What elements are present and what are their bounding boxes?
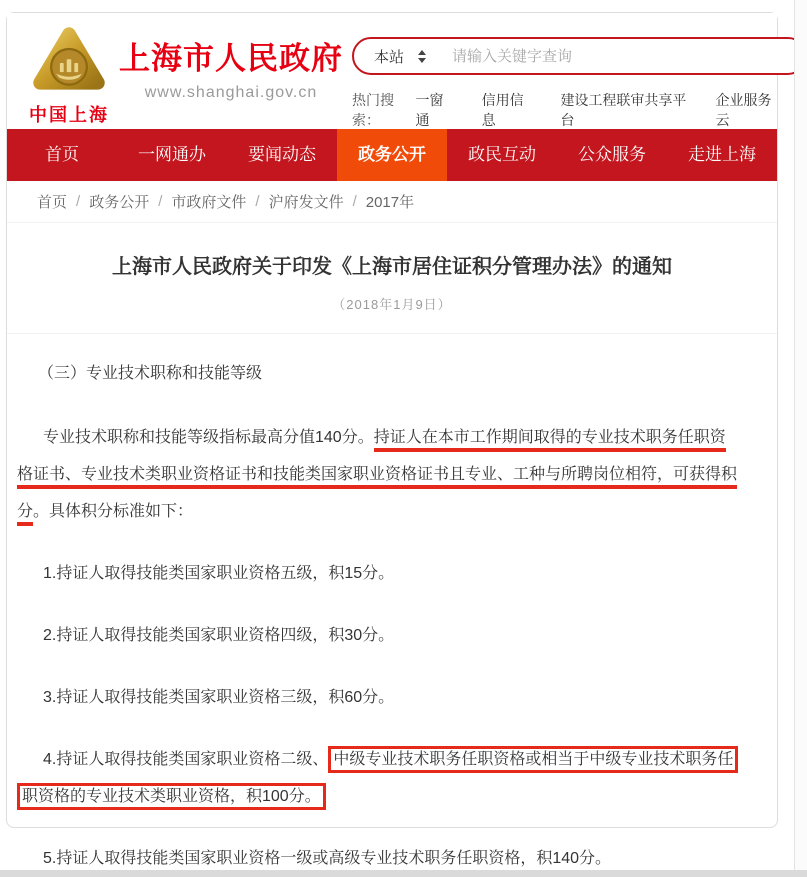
hot-search-link[interactable]: 企业服务云 [715, 92, 772, 128]
nav-item-gov-affairs[interactable]: 政务公开 [337, 129, 447, 181]
hot-search-row [352, 90, 807, 130]
search-bar [352, 37, 807, 75]
main-nav [7, 129, 777, 181]
nav-item-about-shanghai[interactable]: 走进上海 [688, 145, 756, 164]
site-page [6, 12, 778, 867]
article [7, 223, 777, 877]
rule-item-5: 5.持证人取得技能类国家职业资格一级或高级专业技术职务任职资格，积140分。 [43, 850, 612, 867]
breadcrumb-hufufa-documents[interactable]: 沪府发文件 [268, 194, 344, 211]
breadcrumb-year-2017[interactable]: 2017年 [365, 194, 415, 211]
document-title: 上海市人民政府关于印发《上海市居住证积分管理办法》的通知 [112, 256, 672, 278]
hot-search-link[interactable]: 建设工程联审共享平台 [560, 92, 687, 128]
hot-search-label: 热门搜索： [352, 92, 394, 128]
nav-item-home[interactable]: 首页 [45, 145, 79, 164]
search-scope-value: 本站 [374, 48, 405, 66]
scrollbar-track[interactable] [794, 0, 807, 870]
rule-item-4-lead: 4.持证人取得技能类国家职业资格二级、 [43, 751, 329, 768]
nav-item-one-stop[interactable]: 一网通办 [138, 145, 206, 164]
breadcrumb-separator: / [352, 193, 357, 210]
shanghai-emblem-icon [31, 25, 107, 95]
paragraph-tail-text: 。具体积分标准如下： [33, 503, 194, 520]
breadcrumb-city-documents[interactable]: 市政府文件 [171, 194, 247, 211]
article-title-section [7, 223, 777, 334]
document-date: （2018年1月9日） [332, 297, 452, 312]
site-logo[interactable] [21, 25, 117, 127]
breadcrumb-separator: / [76, 193, 81, 210]
site-title-block [111, 33, 351, 102]
rule-item-4 [17, 741, 737, 815]
hot-search-link[interactable]: 一窗通 [415, 92, 444, 128]
site-name: 上海市人民政府 [119, 41, 343, 76]
red-underline-annotation: 持证人在本市工作期间取得的专业技术职务任职资格证书、专业技术类职业资格证书和技能类国家职业资格证书且专业、工种与所聘岗位相符，可获得积分 [17, 429, 737, 526]
breadcrumb-home[interactable]: 首页 [37, 194, 68, 211]
spinner-arrows-icon [418, 50, 426, 63]
red-box-annotation: 中级专业技术职务任职资格或相当于中级专业技术职务任职资格的专业技术类职业资格，积100分。 [17, 746, 738, 810]
rule-item-2: 2.持证人取得技能类国家职业资格四级，积30分。 [43, 627, 395, 644]
breadcrumb-gov-affairs[interactable]: 政务公开 [89, 194, 150, 211]
site-url: www.shanghai.gov.cn [144, 84, 318, 101]
breadcrumb-separator: / [158, 193, 163, 210]
hot-search-link[interactable]: 信用信息 [481, 92, 524, 128]
rule-item-1: 1.持证人取得技能类国家职业资格五级，积15分。 [43, 565, 395, 582]
breadcrumb-separator: / [255, 193, 260, 210]
article-body [7, 355, 777, 877]
section-heading: （三）专业技术职称和技能等级 [38, 365, 263, 382]
nav-item-public-service[interactable]: 公众服务 [578, 145, 646, 164]
rule-item-3: 3.持证人取得技能类国家职业资格三级，积60分。 [43, 689, 395, 706]
bottom-page-edge [0, 870, 807, 877]
score-rule-paragraph [17, 419, 737, 530]
search-area [352, 37, 807, 130]
search-input[interactable] [452, 48, 805, 65]
site-header [7, 13, 777, 129]
nav-item-interaction[interactable]: 政民互动 [468, 145, 536, 164]
paragraph-lead-text: 专业技术职称和技能等级指标最高分值140分。 [43, 429, 374, 446]
breadcrumb [7, 181, 777, 223]
nav-item-news[interactable]: 要闻动态 [248, 145, 316, 164]
logo-caption: 中国上海 [29, 105, 109, 125]
search-scope-select[interactable] [374, 46, 426, 67]
